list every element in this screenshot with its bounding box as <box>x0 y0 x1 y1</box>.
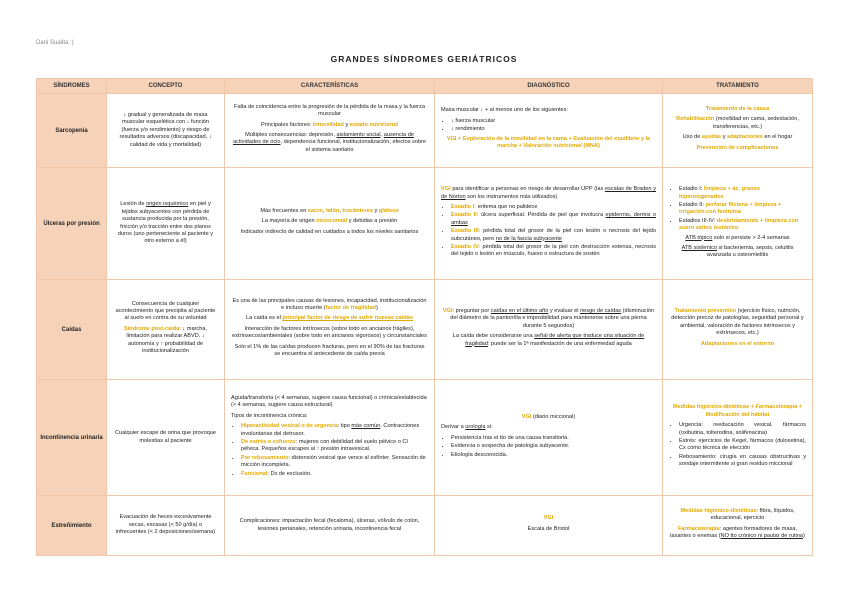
bullet-list <box>669 186 806 232</box>
table-row <box>37 280 813 380</box>
highlight-text: limpieza + ác. grasos hiperoxigenados <box>679 186 760 200</box>
highlight-text: principal factor de riesgo de sufrir nuevas caídas <box>282 315 413 322</box>
list-item <box>241 439 428 454</box>
row-name-ulceras: Úlceras por presión <box>37 168 107 280</box>
list-item <box>679 218 806 233</box>
highlight-text: Hiperactividad vesical o de urgencia <box>241 423 338 430</box>
list-item <box>241 471 428 478</box>
text: Es una de las principales causas de lesiones, incapacidad, institucionalización e incluso muerte ( <box>232 297 427 311</box>
text: ) <box>375 304 378 311</box>
text-line <box>669 116 806 131</box>
text-line <box>669 134 806 141</box>
list-item <box>451 228 656 243</box>
highlight-text: Rehabilitación <box>676 116 715 123</box>
text: solo si persiste > 2-4 semanas <box>712 234 790 241</box>
text-line: Consecuencia de cualquier acontecimiento que precipita al paciente al suelo en contra de su voluntad <box>115 300 216 322</box>
text-line: VGI <box>543 515 554 522</box>
underlined-text: aislamiento social <box>336 132 381 138</box>
text: si bacteriemia, sepsis, celulitis avanzada u osteomielitis <box>706 245 794 259</box>
text: : Dx de exclusión. <box>267 470 312 477</box>
text: , <box>322 207 326 214</box>
table-row <box>37 94 813 168</box>
list-item <box>241 423 428 438</box>
text: : preguntar por <box>452 307 491 314</box>
caracteristicas-cell <box>225 496 435 556</box>
text: (ejercicio físico, nutrición, detección precoz de patologías, seguridad personal y ambiental, valoración de factores intrínsecos y extrínsecos, etc.) <box>671 307 804 337</box>
page-title: GRANDES SÍNDROMES GERIÁTRICOS <box>330 54 518 64</box>
concepto-text: Cualquier escape de orina que provoque molestias al paciente <box>114 430 217 444</box>
underlined-text: ATB sistémico <box>681 245 717 252</box>
text-line: Adaptaciones en el entorno <box>700 340 775 347</box>
text-line: Tratamiento de la causa <box>705 105 770 112</box>
text: Estadio I: <box>679 186 704 193</box>
text-line <box>113 326 218 356</box>
caracteristicas-cell <box>225 168 435 280</box>
text-line: VGI + Exploración de la movilidad en la cama + Evaluación del equilibrio y la marcha + Valoración nutricional (MNA) <box>446 135 651 150</box>
text: Principales factores: <box>260 121 313 128</box>
bullet-list <box>231 423 428 478</box>
bullet-list <box>441 118 656 134</box>
text: , dependencia funcional, institucionalización, efectos sobre el sistema sanitario <box>280 139 427 153</box>
header-tratamiento: TRATAMIENTO <box>663 79 813 94</box>
text-line <box>231 315 428 322</box>
text: : puede ser la 1ª manifestación de una enfermedad aguda <box>487 340 632 347</box>
underlined-text: caídas en el último año <box>490 307 549 314</box>
caracteristicas-cell <box>225 280 435 380</box>
text-line <box>669 526 806 541</box>
underlined-text: origen isquémico <box>146 201 189 208</box>
text-line: Aguda/transitoria (< 4 semanas, sugiere causa funcional) o crónica/establecida (> 4 semanas, sugiere causa estructural) <box>231 394 427 409</box>
bullet-list <box>441 204 656 259</box>
underlined-text: señal de alerta que traduce una situación de fragilidad <box>465 333 645 347</box>
text-line: Indicador indirecto de calidad en cuidados a todos los niveles sanitarios <box>240 228 419 235</box>
text-line: Falta de coincidencia entre la progresión de la pérdida de la masa y la fuerza muscular <box>234 103 425 118</box>
text: en piel y tejidos subyacentes con pérdida de sustancia producida por la presión, fricción y/o tracción entre dos planos duros (uno perteneciente al paciente y otro externo a él) <box>117 201 214 245</box>
text: Múltiples consecuencias: depresión, <box>245 132 337 138</box>
highlight-text: Síndrome post-caída <box>124 325 180 332</box>
highlight-text: ayudas <box>701 134 722 141</box>
text: y evaluar el <box>548 307 581 314</box>
tratamiento-cell <box>663 168 813 280</box>
text: , <box>380 132 384 138</box>
text-line <box>669 235 806 242</box>
highlight-text: sacro <box>307 207 323 214</box>
text-line: Escala de Bristol <box>527 525 570 532</box>
header-caracteristicas: CARACTERÍSTICAS <box>225 79 435 94</box>
highlight-text: talón <box>325 207 340 214</box>
caracteristicas-cell <box>225 94 435 168</box>
text: Más frecuentes en <box>260 207 308 214</box>
highlight-text: De estrés o esfuerzo <box>241 439 296 445</box>
list-item <box>451 244 656 259</box>
underlined-text: escalas de Braden y de Norton <box>441 186 657 200</box>
list-item: • ↓ rendimiento <box>451 126 656 133</box>
list-item <box>679 202 806 217</box>
underlined-text: urología <box>465 424 486 431</box>
text: (movilidad en cama, sedestación, transferencias, etc.) <box>712 116 799 130</box>
list-item: • ↓ fuerza muscular <box>451 118 656 125</box>
concepto-cell <box>107 280 225 380</box>
concepto-text: Evacuación de heces excesivamente secas, escasas (< 50 g/día) o infrecuentes (< 2 deposiciones/semana) <box>115 514 216 536</box>
underlined-text: ATB tópico <box>685 234 713 241</box>
text: pérdida total del grosor de la piel con destrucción extensa, necrosis del tejido o lesión en músculo, hueso o estructura de sostén <box>451 244 657 258</box>
text: Derivar a <box>441 424 466 431</box>
underlined-text: riesgo de caídas <box>580 307 622 314</box>
header-diagnostico: DIAGNÓSTICO <box>435 79 663 94</box>
text-line <box>441 308 656 330</box>
text: La caída es el <box>246 315 283 322</box>
highlight-text: desbridamiento + limpieza con suero salino isotónico <box>679 217 799 232</box>
list-item <box>451 212 656 227</box>
list-item: • Persistencia tras el tto de una causa transitoria. <box>451 435 656 442</box>
highlight-text: Por rebosamiento <box>241 454 289 461</box>
text-line <box>669 508 806 523</box>
highlight-text: Tratamiento preventivo <box>674 307 737 314</box>
text-line <box>441 414 656 421</box>
diagnostico-cell <box>435 168 663 280</box>
text: Complicaciones: impactación fecal (fecaloma), úlceras, vólvulo de colon, lesiones perianales, retención urinaria, incontinencia fecal <box>239 518 420 532</box>
text: Uso de <box>682 134 702 141</box>
text: , <box>339 207 343 214</box>
table-row <box>37 496 813 556</box>
text: Estadio II: <box>679 201 706 208</box>
text: eritema que no palidece <box>476 203 538 210</box>
text-line <box>669 308 806 338</box>
text: (disminución del diámetro de la pantorrilla e imposibilidad para mantenerse sobre una pierna durante 5 segundos) <box>450 307 655 329</box>
text: úlcera superficial. Pérdida de piel que involucra <box>478 212 606 219</box>
author-note: Dani Sualita :) <box>36 40 74 46</box>
text-line <box>231 298 428 313</box>
row-name-sarcopenia: Sarcopenia <box>37 94 107 168</box>
highlight-text: Estadio IV: <box>451 244 481 251</box>
list-item: • Urgencia: reeducación vesical, fármacos (oxibutina, tolterodina, solifenacina) <box>679 422 806 437</box>
concepto-cell <box>107 168 225 280</box>
concepto-cell <box>107 94 225 168</box>
text: y <box>721 134 728 141</box>
text: y <box>343 121 350 128</box>
bullet-list <box>669 422 806 468</box>
text: pérdida total del grosor de la piel con lesión o necrosis del tejido subcutáneo, pero <box>451 228 656 242</box>
text: : ↓ marcha, limitación para realizar ABVD, ↓ autonomía y ↑ probabilidad de institucionalización <box>126 325 207 355</box>
caracteristicas-cell <box>225 380 435 496</box>
text-line: Prevención de complicaciones <box>696 144 779 151</box>
list-item: • Evidencia o sospecha de patología subyacente. <box>451 443 656 450</box>
text: . Contracciones involuntarias del detrusor. <box>241 423 420 437</box>
text-line <box>441 424 656 431</box>
diagnostico-cell <box>435 280 663 380</box>
text: : tipo <box>337 423 352 430</box>
highlight-text: VGI <box>521 413 532 420</box>
tratamiento-cell <box>663 94 813 168</box>
tratamiento-cell <box>663 496 813 556</box>
highlight-text: nosocomial <box>316 218 348 225</box>
text: : agentes formadores de masa, laxantes o enemas ( <box>670 525 798 539</box>
text-line <box>231 208 428 215</box>
concepto-cell <box>107 380 225 496</box>
highlight-text: glúteos <box>378 207 399 214</box>
underlined-text: ausencia de actividades de ocio <box>232 132 414 146</box>
syndromes-table <box>36 78 813 556</box>
text-line: Solo el 1% de las caídas producen fracturas, pero en el 90% de las fracturas se encuentra el antecedente de caída previa <box>234 343 425 358</box>
text-line: Medidas higiénico-dietéticas + Farmacoterapia + Modificación del hábitat <box>672 404 802 418</box>
text: : mujeres con debilidad del suelo pélvico o CI pélvica. Pequeños escapes al ↑ presión intravesical. <box>241 439 408 453</box>
highlight-text: adaptaciones <box>727 134 763 141</box>
table-row <box>37 380 813 496</box>
text: : fibra, líquidos, educacional, ejercicio <box>710 507 795 522</box>
diagnostico-cell <box>435 94 663 168</box>
highlight-text: Medidas higiénico-dietéticas <box>680 507 757 514</box>
diagnostico-cell <box>435 496 663 556</box>
text-line <box>231 218 428 225</box>
list-item <box>241 455 428 470</box>
text: : distensión vesical que vence al esfínter. Sensación de micción incompleta. <box>241 454 426 469</box>
concepto-text: ↓ gradual y generalizada de masa muscular esquelética con ↓ función (fuerza y/o rendimiento) y riesgo de resultados adversos (discapacidad, ↓ calidad de vida y mortalidad) <box>119 111 212 148</box>
tratamiento-cell <box>663 280 813 380</box>
text: ) <box>802 532 805 539</box>
concepto-cell <box>107 496 225 556</box>
row-name-caidas: Caídas <box>37 280 107 380</box>
text: Lesión de <box>120 201 147 208</box>
underlined-text: epidermis, dermis o ambas <box>451 212 656 226</box>
table-header-row <box>37 79 813 94</box>
highlight-text: Estadio III: <box>451 228 481 235</box>
header-concepto: CONCEPTO <box>107 79 225 94</box>
text: La mayoría de origen <box>261 218 317 225</box>
text-line: Interacción de factores intrínsecos (sobre todo en ancianos frágiles), extrínsecos/ambientales (sobre todo en ancianos vigorosos) y circunstanciales <box>232 325 427 340</box>
text-line <box>441 333 656 348</box>
highlight-text: perforar flictena + limpieza + irrigación con fenitoína <box>679 201 782 216</box>
text: (diario miccional) <box>531 413 576 420</box>
text: para identificar a personas en riesgo de desarrollar UPP (las <box>450 186 605 193</box>
highlight-text: Estadio II: <box>451 212 479 219</box>
text-line: Tipos de incontinencia crónica: <box>231 412 308 419</box>
text: son los instrumentos más utilizados) <box>465 193 558 200</box>
table-row <box>37 168 813 280</box>
highlight-text: VGI <box>441 186 451 193</box>
underlined-text: NO tto crónico ni pautar de rutina <box>720 532 803 539</box>
text-line: Masa muscular ↓ + al menos uno de los siguientes: <box>441 107 569 114</box>
text-line <box>231 132 428 154</box>
text-line <box>231 122 428 129</box>
highlight-text: Farmacoterapia <box>677 525 720 532</box>
row-name-incontinencia: Incontinencia urinaria <box>37 380 107 496</box>
highlight-text: trocánteres <box>342 207 373 214</box>
highlight-text: factor de fragilidad <box>325 304 376 311</box>
text-line <box>441 186 656 201</box>
text: si: <box>485 424 493 431</box>
text: La caída debe considerarse una <box>452 333 535 340</box>
underlined-text: no de la fascia subyacente <box>495 235 563 242</box>
tratamiento-cell <box>663 380 813 496</box>
text-line <box>669 245 806 260</box>
highlight-text: inmovilidad <box>312 121 344 128</box>
row-name-estrenimiento: Estreñimiento <box>37 496 107 556</box>
bullet-list <box>441 435 656 459</box>
list-item: • Rebosamiento: cirugía en causas obstructivas y sondaje intermitente si gran residuo miccional <box>679 454 806 469</box>
highlight-text: estado nutricional <box>349 121 399 128</box>
list-item: • Estrés: ejercicios de Kegel, fármacos (duloxetina), Cx como técnica de elección <box>679 438 806 453</box>
header-sindromes: SÍNDROMES <box>37 79 107 94</box>
text: y debidas a presión <box>347 218 398 225</box>
highlight-text: Funcional <box>241 470 268 477</box>
list-item <box>451 204 656 211</box>
list-item <box>679 186 806 201</box>
list-item: • Etiología desconocida. <box>451 452 656 459</box>
text: en el hogar <box>762 134 793 141</box>
text: y <box>372 207 379 214</box>
underlined-text: más común <box>351 423 381 430</box>
highlight-text: Estadio I: <box>451 203 477 210</box>
highlight-text: VGI <box>442 307 453 314</box>
text: Estadios III-IV: <box>679 217 717 224</box>
diagnostico-cell <box>435 380 663 496</box>
